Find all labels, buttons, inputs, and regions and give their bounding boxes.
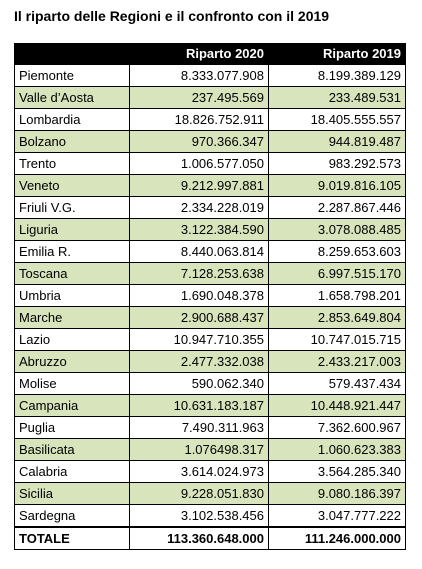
- riparto-2020-cell: 237.495.569: [130, 87, 269, 109]
- total-row: [15, 527, 406, 550]
- region-cell: Abruzzo: [15, 351, 130, 373]
- riparto-2019-cell: 1.060.623.383: [269, 439, 406, 461]
- riparto-2020-cell: 1.006.577.050: [130, 153, 269, 175]
- table-row: [15, 417, 406, 439]
- table-row: [15, 351, 406, 373]
- riparto-2020-cell: 10.947.710.355: [130, 329, 269, 351]
- riparto-2020-cell: 3.122.384.590: [130, 219, 269, 241]
- region-cell: Campania: [15, 395, 130, 417]
- region-cell: Calabria: [15, 461, 130, 483]
- riparto-2019-cell: 18.405.555.557: [269, 109, 406, 131]
- table-row: [15, 65, 406, 87]
- riparto-2020-cell: 2.477.332.038: [130, 351, 269, 373]
- total-label: TOTALE: [15, 527, 130, 550]
- riparto-2020-cell: 590.062.340: [130, 373, 269, 395]
- riparto-table: [14, 43, 406, 550]
- table-row: [15, 373, 406, 395]
- riparto-2019-cell: 3.047.777.222: [269, 505, 406, 528]
- region-cell: Emilia R.: [15, 241, 130, 263]
- riparto-2019-cell: 10.747.015.715: [269, 329, 406, 351]
- riparto-2019-cell: 9.080.186.397: [269, 483, 406, 505]
- table-row: [15, 131, 406, 153]
- region-cell: Marche: [15, 307, 130, 329]
- table-row: [15, 461, 406, 483]
- riparto-2020-cell: 9.212.997.881: [130, 175, 269, 197]
- riparto-2019-cell: 8.199.389.129: [269, 65, 406, 87]
- region-cell: Piemonte: [15, 65, 130, 87]
- table-row: [15, 439, 406, 461]
- riparto-2019-cell: 579.437.434: [269, 373, 406, 395]
- region-cell: Puglia: [15, 417, 130, 439]
- riparto-2020-cell: 970.366.347: [130, 131, 269, 153]
- table-body: [15, 65, 406, 528]
- table-row: [15, 395, 406, 417]
- column-header-2019: Riparto 2019: [269, 44, 406, 65]
- riparto-2019-cell: 3.564.285.340: [269, 461, 406, 483]
- riparto-2020-cell: 3.102.538.456: [130, 505, 269, 528]
- riparto-2019-cell: 233.489.531: [269, 87, 406, 109]
- page-title: Il riparto delle Regioni e il confronto con il 2019: [14, 8, 330, 24]
- region-cell: Valle d’Aosta: [15, 87, 130, 109]
- region-cell: Basilicata: [15, 439, 130, 461]
- riparto-2019-cell: 983.292.573: [269, 153, 406, 175]
- column-header-region: [15, 44, 130, 65]
- riparto-2019-cell: 2.433.217.003: [269, 351, 406, 373]
- riparto-2020-cell: 7.490.311.963: [130, 417, 269, 439]
- table-row: [15, 263, 406, 285]
- region-cell: Sicilia: [15, 483, 130, 505]
- region-cell: Sardegna: [15, 505, 130, 528]
- region-cell: Umbria: [15, 285, 130, 307]
- riparto-2020-cell: 1.690.048.378: [130, 285, 269, 307]
- riparto-2020-cell: 10.631.183.187: [130, 395, 269, 417]
- riparto-2020-cell: 9.228.051.830: [130, 483, 269, 505]
- riparto-2020-cell: 18.826.752.911: [130, 109, 269, 131]
- riparto-2019-cell: 1.658.798.201: [269, 285, 406, 307]
- table-row: [15, 153, 406, 175]
- region-cell: Lazio: [15, 329, 130, 351]
- table-row: [15, 307, 406, 329]
- total-2019: 111.246.000.000: [269, 527, 406, 550]
- table-row: [15, 505, 406, 528]
- table-row: [15, 483, 406, 505]
- riparto-2019-cell: 7.362.600.967: [269, 417, 406, 439]
- table-row: [15, 175, 406, 197]
- riparto-2019-cell: 9.019.816.105: [269, 175, 406, 197]
- region-cell: Bolzano: [15, 131, 130, 153]
- column-header-2020: Riparto 2020: [130, 44, 269, 65]
- region-cell: Trento: [15, 153, 130, 175]
- riparto-2020-cell: 1.076498.317: [130, 439, 269, 461]
- table-row: [15, 219, 406, 241]
- region-cell: Toscana: [15, 263, 130, 285]
- riparto-2020-cell: 2.334.228.019: [130, 197, 269, 219]
- riparto-2020-cell: 7.128.253.638: [130, 263, 269, 285]
- table-row: [15, 109, 406, 131]
- riparto-2019-cell: 3.078.088.485: [269, 219, 406, 241]
- riparto-2020-cell: 8.333.077.908: [130, 65, 269, 87]
- riparto-2019-cell: 2.287.867.446: [269, 197, 406, 219]
- region-cell: Veneto: [15, 175, 130, 197]
- total-2020: 113.360.648.000: [130, 527, 269, 550]
- riparto-2019-cell: 8.259.653.603: [269, 241, 406, 263]
- region-cell: Molise: [15, 373, 130, 395]
- region-cell: Friuli V.G.: [15, 197, 130, 219]
- region-cell: Lombardia: [15, 109, 130, 131]
- table-row: [15, 285, 406, 307]
- table-row: [15, 329, 406, 351]
- riparto-2020-cell: 3.614.024.973: [130, 461, 269, 483]
- table-row: [15, 197, 406, 219]
- table-row: [15, 87, 406, 109]
- table-header-row: [15, 44, 406, 65]
- region-cell: Liguria: [15, 219, 130, 241]
- riparto-2019-cell: 10.448.921.447: [269, 395, 406, 417]
- riparto-2019-cell: 6.997.515.170: [269, 263, 406, 285]
- riparto-2019-cell: 2.853.649.804: [269, 307, 406, 329]
- table-row: [15, 241, 406, 263]
- riparto-2020-cell: 2.900.688.437: [130, 307, 269, 329]
- riparto-2019-cell: 944.819.487: [269, 131, 406, 153]
- riparto-2020-cell: 8.440.063.814: [130, 241, 269, 263]
